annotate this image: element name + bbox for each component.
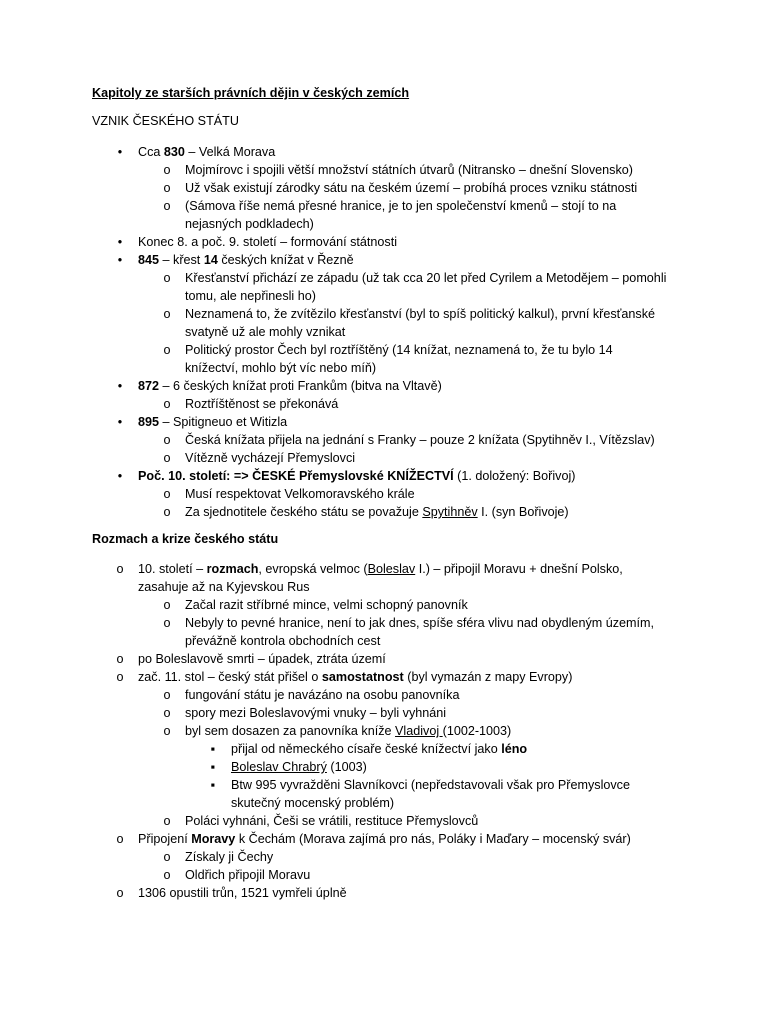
text-run: (byl vymazán z mapy Evropy) bbox=[403, 670, 573, 684]
list-item-text bbox=[185, 503, 569, 521]
list-item-text bbox=[138, 578, 310, 596]
list-item-text bbox=[185, 614, 654, 632]
text-run: Boleslav bbox=[367, 562, 416, 576]
list-item-text bbox=[185, 395, 338, 413]
bullet-circle-icon: o bbox=[163, 505, 171, 519]
bullet-circle-icon: o bbox=[163, 451, 171, 465]
text-run: svatyně už ale mohly vznikat bbox=[185, 325, 346, 339]
list-item-text bbox=[185, 704, 446, 722]
text-run: Boleslav Chrabrý bbox=[231, 760, 327, 774]
bullet-circle-icon: o bbox=[116, 670, 124, 684]
text-run: Poč. 10. století: => ČESKÉ Přemyslovské KNÍŽECTVÍ bbox=[138, 469, 454, 483]
text-run: Mojmírovc i spojili větší množství státních útvarů (Nitransko – dnešní Slovensko) bbox=[185, 163, 633, 177]
text-run: tomu, ale nepřinesli ho) bbox=[185, 289, 316, 303]
bullet-circle-icon: o bbox=[163, 850, 171, 864]
text-run: nejasných podkladech) bbox=[185, 217, 314, 231]
text-run: I. (syn Bořivoje) bbox=[477, 505, 569, 519]
bullet-dot-icon: • bbox=[117, 415, 123, 429]
list-item-text bbox=[185, 341, 613, 359]
list-item-text bbox=[138, 413, 287, 431]
bullet-circle-icon: o bbox=[163, 433, 171, 447]
bullet-circle-icon: o bbox=[163, 163, 171, 177]
list-item-text bbox=[185, 197, 616, 215]
bullet-circle-icon: o bbox=[116, 832, 124, 846]
text-run: Neznamená to, že zvítězilo křesťanství (byl to spíš politický kalkul), první křesťanské bbox=[185, 307, 655, 321]
list-item-text bbox=[185, 269, 666, 287]
text-run: I.) – připojil Moravu + dnešní Polsko, bbox=[415, 562, 623, 576]
list-item-text bbox=[185, 866, 310, 884]
list-item-text bbox=[185, 449, 355, 467]
list-item-text bbox=[138, 143, 275, 161]
text-run: 895 bbox=[138, 415, 160, 429]
bullet-circle-icon: o bbox=[116, 562, 124, 576]
bullet-circle-icon: o bbox=[163, 307, 171, 321]
text-run: českých knížat v Řezně bbox=[217, 253, 354, 267]
text-run: Křesťanství přichází ze západu (už tak cca 20 let před Cyrilem a Metodějem – pomohli bbox=[185, 271, 667, 285]
bullet-circle-icon: o bbox=[116, 652, 124, 666]
text-run: Roztříštěnost se překonává bbox=[185, 397, 339, 411]
text-run: 845 bbox=[138, 253, 160, 267]
list-item-text bbox=[185, 305, 655, 323]
bullet-circle-icon: o bbox=[163, 199, 171, 213]
list-item-text bbox=[185, 287, 316, 305]
text-run: k Čechám (Morava zajímá pro nás, Poláky i Maďary – mocenský svár) bbox=[235, 832, 631, 846]
bullet-dot-icon: • bbox=[117, 379, 123, 393]
list-item-text bbox=[185, 359, 376, 377]
list-item-text bbox=[231, 776, 630, 794]
list-item-text bbox=[185, 161, 633, 179]
text-run: Spytihněv bbox=[422, 505, 478, 519]
text-run: spory mezi Boleslavovými vnuky – byli vyhnáni bbox=[185, 706, 447, 720]
bullet-dot-icon: • bbox=[117, 145, 123, 159]
list-item-text bbox=[185, 722, 511, 740]
text-run: (Sámova říše nemá přesné hranice, je to jen společenství kmenů – stojí to na bbox=[185, 199, 617, 213]
list-item-text bbox=[138, 251, 354, 269]
text-run: převážně kontrola obchodních cest bbox=[185, 634, 381, 648]
section-heading-vznik: VZNIK ČESKÉHO STÁTU bbox=[92, 114, 239, 128]
text-run: Btw 995 vyvražděni Slavníkovci (nepředstavovali však pro Přemyslovce bbox=[231, 778, 630, 792]
list-item-text bbox=[138, 668, 572, 686]
bullet-circle-icon: o bbox=[163, 724, 171, 738]
list-item-text bbox=[138, 467, 575, 485]
text-run: – křest bbox=[159, 253, 204, 267]
list-item-text bbox=[185, 431, 655, 449]
text-run: samostatnost bbox=[321, 670, 404, 684]
list-item-text bbox=[138, 233, 397, 251]
text-run: léno bbox=[501, 742, 528, 756]
bullet-circle-icon: o bbox=[163, 487, 171, 501]
text-run: (1. doložený: Bořivoj) bbox=[453, 469, 576, 483]
text-run: knížectví, mohlo být víc nebo míň) bbox=[185, 361, 377, 375]
text-run: skutečný mocenský problém) bbox=[231, 796, 395, 810]
text-run: Moravy bbox=[191, 832, 236, 846]
bullet-square-icon: ▪ bbox=[210, 760, 216, 774]
list-item-text bbox=[231, 740, 527, 758]
bullet-dot-icon: • bbox=[117, 469, 123, 483]
text-run: 830 bbox=[163, 145, 185, 159]
bullet-dot-icon: • bbox=[117, 235, 123, 249]
text-run: Začal razit stříbrné mince, velmi schopný panovník bbox=[185, 598, 468, 612]
list-item-text bbox=[185, 179, 637, 197]
text-run: Vítězně vycházejí Přemyslovci bbox=[185, 451, 356, 465]
bullet-circle-icon: o bbox=[163, 814, 171, 828]
bullet-circle-icon: o bbox=[163, 868, 171, 882]
document-title: Kapitoly ze starších právních dějin v českých zemích bbox=[92, 86, 410, 100]
text-run: – Velká Morava bbox=[184, 145, 276, 159]
text-run: zasahuje až na Kyjevskou Rus bbox=[138, 580, 310, 594]
bullet-circle-icon: o bbox=[163, 181, 171, 195]
bullet-circle-icon: o bbox=[163, 688, 171, 702]
text-run: Za sjednotitele českého státu se považuje bbox=[185, 505, 423, 519]
bullet-circle-icon: o bbox=[163, 706, 171, 720]
bullet-circle-icon: o bbox=[163, 397, 171, 411]
text-run: , evropská velmoc ( bbox=[258, 562, 368, 576]
text-run: (1002-1003) bbox=[442, 724, 512, 738]
text-run: Připojení bbox=[138, 832, 192, 846]
bullet-circle-icon: o bbox=[163, 598, 171, 612]
text-run: byl sem dosazen za panovníka kníže bbox=[185, 724, 396, 738]
text-run: Nebyly to pevné hranice, není to jak dnes, spíše sféra vlivu nad obydleným územím, bbox=[185, 616, 655, 630]
list-item-text bbox=[231, 794, 394, 812]
text-run: zač. 11. stol – český stát přišel o bbox=[138, 670, 322, 684]
text-run: Politický prostor Čech byl roztříštěný (14 knížat, neznamená to, že tu bylo 14 bbox=[185, 343, 613, 357]
text-run: Získaly ji Čechy bbox=[185, 850, 274, 864]
list-item-text bbox=[138, 884, 347, 902]
text-run: přijal od německého císaře české knížectví jako bbox=[231, 742, 502, 756]
list-item-text bbox=[138, 377, 442, 395]
list-item-text bbox=[185, 812, 478, 830]
bullet-circle-icon: o bbox=[163, 616, 171, 630]
text-run: Česká knížata přijela na jednání s Franky – pouze 2 knížata (Spytihněv I., Vítězslav) bbox=[185, 433, 655, 447]
list-item-text bbox=[138, 650, 386, 668]
list-item-text bbox=[185, 323, 345, 341]
text-run: Konec 8. a poč. 9. století – formování státnosti bbox=[138, 235, 398, 249]
text-run: po Boleslavově smrti – úpadek, ztráta území bbox=[138, 652, 386, 666]
text-run: Už však existují zárodky sátu na českém území – probíhá proces vzniku státnosti bbox=[185, 181, 638, 195]
text-run: Poláci vyhnáni, Češi se vrátili, restituce Přemyslovců bbox=[185, 814, 479, 828]
bullet-circle-icon: o bbox=[163, 343, 171, 357]
bullet-square-icon: ▪ bbox=[210, 778, 216, 792]
list-item-text bbox=[138, 560, 623, 578]
text-run: rozmach bbox=[206, 562, 259, 576]
text-run: – 6 českých knížat proti Frankům (bitva na Vltavě) bbox=[159, 379, 442, 393]
text-run: 1306 opustili trůn, 1521 vymřeli úplně bbox=[138, 886, 347, 900]
text-run: 872 bbox=[138, 379, 160, 393]
text-run: Cca bbox=[138, 145, 164, 159]
bullet-square-icon: ▪ bbox=[210, 742, 216, 756]
list-item-text bbox=[185, 686, 459, 704]
text-run: fungování státu je navázáno na osobu panovníka bbox=[185, 688, 460, 702]
list-item-text bbox=[185, 215, 314, 233]
text-run: – Spitigneuo et Witizla bbox=[159, 415, 288, 429]
bullet-circle-icon: o bbox=[163, 271, 171, 285]
list-item-text bbox=[185, 848, 273, 866]
list-item-text bbox=[185, 632, 380, 650]
bullet-dot-icon: • bbox=[117, 253, 123, 267]
list-item-text bbox=[138, 830, 631, 848]
text-run: Vladivoj bbox=[395, 724, 443, 738]
section-heading-rozmach: Rozmach a krize českého státu bbox=[92, 532, 279, 546]
text-run: Oldřich připojil Moravu bbox=[185, 868, 311, 882]
text-run: (1003) bbox=[326, 760, 367, 774]
bullet-circle-icon: o bbox=[116, 886, 124, 900]
text-run: Musí respektovat Velkomoravského krále bbox=[185, 487, 415, 501]
text-run: 14 bbox=[203, 253, 218, 267]
list-item-text bbox=[185, 596, 468, 614]
list-item-text bbox=[231, 758, 367, 776]
list-item-text bbox=[185, 485, 415, 503]
text-run: 10. století – bbox=[138, 562, 207, 576]
